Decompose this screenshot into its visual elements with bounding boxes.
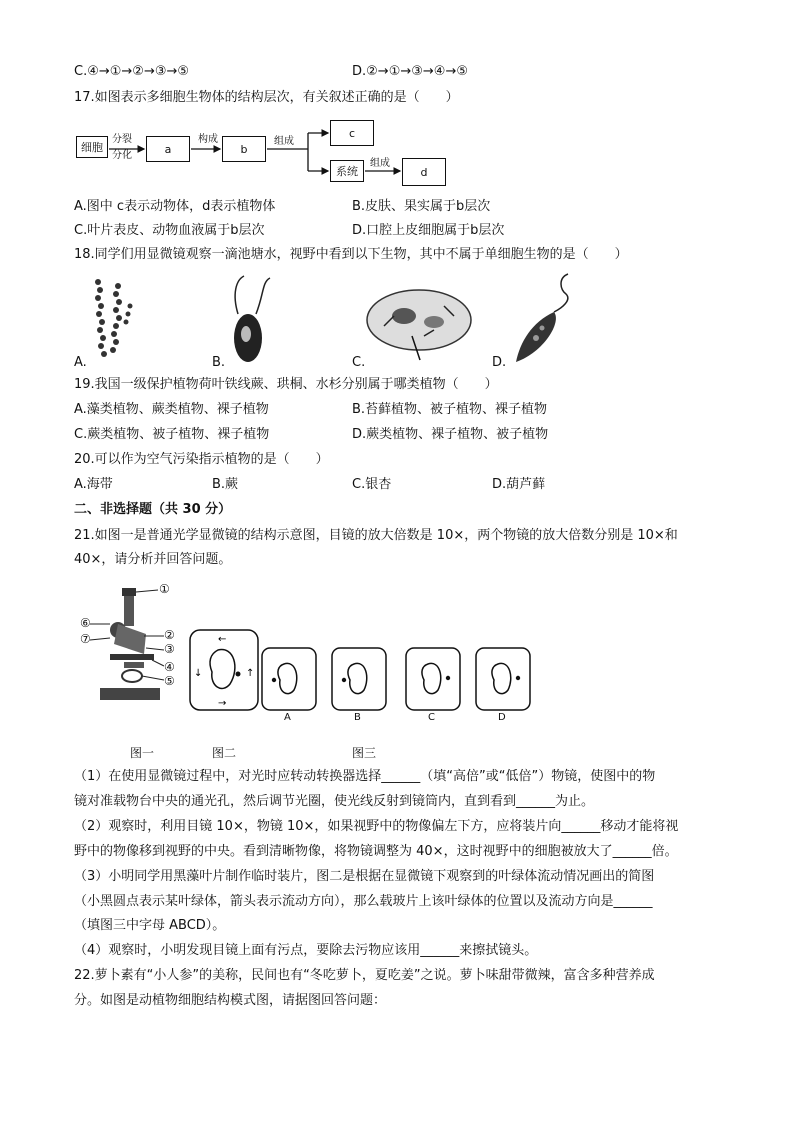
q19-stem: 19.我国一级保护植物荷叶铁线蕨、珙桐、水杉分别属于哪类植物（ ） [74,377,498,392]
svg-text:←: ← [218,634,227,645]
figure3-letter-a: A [284,712,291,723]
svg-text:↑: ↑ [246,668,255,679]
q19-option-b: B.苔藓植物、被子植物、裸子植物 [352,402,548,417]
label-6: ⑥ [80,616,91,630]
label-3: ③ [164,642,175,656]
q21-part3-line1: （3）小明同学用黑藻叶片制作临时装片，图二是根据在显微镜下观察到的叶绿体流动情况画出的简图 [74,869,655,884]
figure3-cell-a [260,646,318,712]
q17-arrows [76,116,456,188]
compose-label: 组成 [274,136,294,147]
label-5: ⑤ [164,674,175,688]
divide-label: 分裂 [112,134,132,145]
section-heading: 二、非选择题（共 30 分） [74,502,232,517]
q17-option-d: D.口腔上皮细胞属于b层次 [352,223,505,238]
q20-option-b: B.蕨 [212,477,239,492]
label-2: ② [164,628,175,642]
figure3-letter-c: C [428,712,435,723]
euglena-image [502,272,582,368]
label-4: ④ [164,660,175,674]
q19-option-c: C.蕨类植物、被子植物、裸子植物 [74,427,270,442]
q21-stem-line1: 21.如图一是普通光学显微镜的结构示意图，目镜的放大倍数是 10×，两个物镜的放大倍数分别是 10×和 [74,528,678,543]
svg-text:→: → [218,698,227,709]
svg-text:↓: ↓ [194,668,203,679]
label-7: ⑦ [80,632,91,646]
system-box: 系统 [330,160,364,182]
cell-box: 细胞 [76,136,108,158]
q17-stem: 17.如图表示多细胞生物体的结构层次，有关叙述正确的是（ ） [74,90,459,105]
figure3-cell-b [330,646,388,712]
q21-part2-line2: 野中的物像移到视野的中央。看到清晰物像，将物镜调整为 40×，这时视野中的细胞被放大了______倍。 [74,844,678,859]
compose2-label: 组成 [370,158,390,169]
q19-option-a: A.藻类植物、蕨类植物、裸子植物 [74,402,269,417]
q18-stem: 18.同学们用显微镜观察一滴池塘水，视野中看到以下生物，其中不属于单细胞生物的是（ ） [74,247,628,262]
level-c-box: c [330,120,374,146]
figure1-caption: 图一 [130,746,155,760]
chlamydomonas-image [226,274,276,366]
q22-line2: 分。如图是动植物细胞结构模式图，请据图回答问题： [74,993,387,1008]
paramecium-image [364,286,474,362]
q17-option-a: A.图中 c表示动物体，d表示植物体 [74,199,276,214]
q21-part2-line1: （2）观察时，利用目镜 10×，物镜 10×，如果视野中的物像偏左下方，应将装片向______移动才能将视 [74,819,679,834]
level-d-box: d [402,158,446,186]
q18-option-a: A. [74,355,87,370]
q18-option-d: D. [492,355,507,370]
form-label: 构成 [198,134,218,145]
q21-part3-line3: （填图三中字母 ABCD）。 [74,918,226,933]
q16-option-d: D.②→①→③→④→⑤ [352,64,468,79]
q16-option-c: C.④→①→②→③→⑤ [74,64,190,79]
q21-part4: （4）观察时，小明发现目镜上面有污点，要除去污物应该用______来擦拭镜头。 [74,943,538,958]
q18-option-b: B. [212,355,226,370]
q17-option-c: C.叶片表皮、动物血液属于b层次 [74,223,265,238]
q17-diagram [76,116,456,188]
figure3-letter-b: B [354,712,361,723]
q19-option-d: D.蕨类植物、裸子植物、被子植物 [352,427,549,442]
filament-alga-image [88,276,138,360]
level-b-box: b [222,136,266,162]
q21-part1-line2: 镜对准载物台中央的通光孔，然后调节光圈，使光线反射到镜筒内，直到看到______为止。 [74,794,595,809]
figure2-caption: 图二 [212,746,237,760]
differentiate-label: 分化 [112,150,132,161]
figure3-letter-d: D [498,712,506,723]
q21-stem-line2: 40×，请分析并回答问题。 [74,552,232,567]
q21-part1-line1: （1）在使用显微镜过程中，对光时应转动转换器选择______（填“高倍”或“低倍”）物镜，使图中的物 [74,769,656,784]
q18-option-c: C. [352,355,366,370]
q17-option-b: B.皮肤、果实属于b层次 [352,199,491,214]
q20-option-c: C.银杏 [352,477,392,492]
level-a-box: a [146,136,190,162]
q22-line1: 22.萝卜素有“小人参”的美称，民间也有“冬吃萝卜，夏吃姜”之说。萝卜味甜带微辣，富含多种营养成 [74,968,655,983]
figure3-cell-d [474,646,532,712]
figure3-caption: 图三 [352,746,377,760]
figure3-cell-c [404,646,462,712]
q20-option-d: D.葫芦藓 [492,477,546,492]
q20-stem: 20.可以作为空气污染指示植物的是（ ） [74,452,329,467]
q21-figures [74,584,534,734]
q21-part3-line2: （小黑圆点表示某叶绿体，箭头表示流动方向），那么载玻片上该叶绿体的位置以及流动方向是______ [74,894,653,909]
q20-option-a: A.海带 [74,477,113,492]
figure2-cell [188,628,260,712]
label-1: ① [159,582,170,596]
